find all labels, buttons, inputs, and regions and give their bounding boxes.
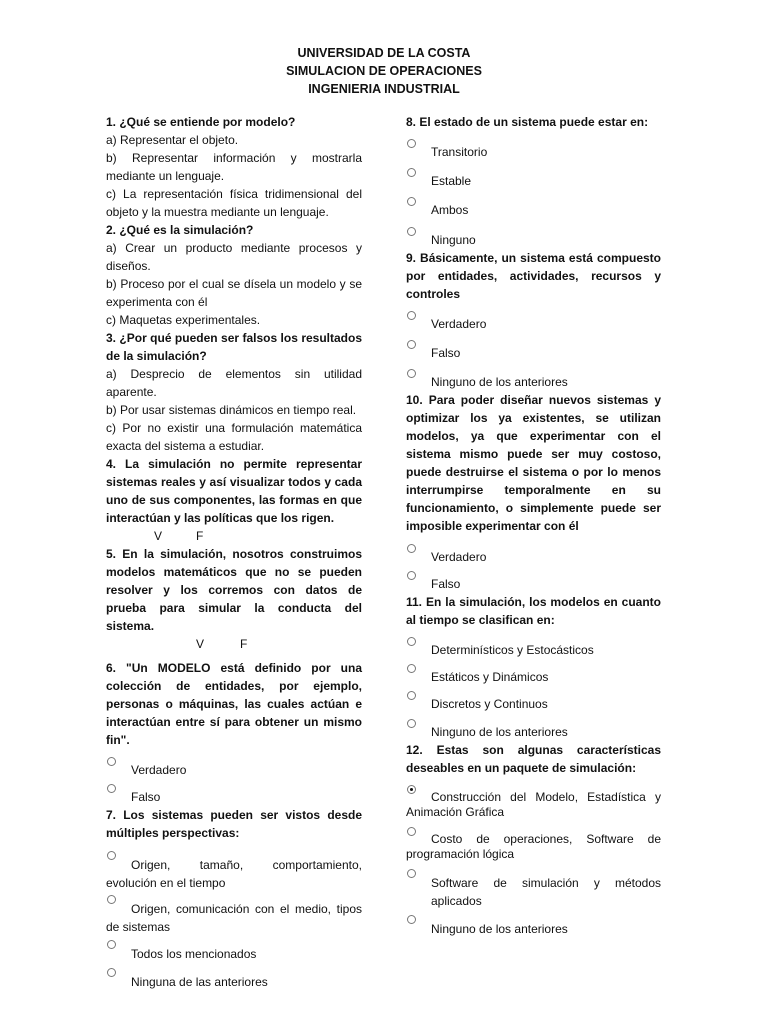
answer-3a: a) Desprecio de elementos sin utilidad aparente. <box>106 367 362 399</box>
q7-option-4[interactable]: Ninguna de las anteriores <box>106 973 362 991</box>
answer-2a: a) Crear un producto mediante procesos y diseños. <box>106 241 362 273</box>
q11-option-4[interactable]: Ninguno de los anteriores <box>406 723 661 741</box>
question-7: 7. Los sistemas pueden ser vistos desde múltiples perspectivas: <box>106 808 362 840</box>
question-6: 6. "Un MODELO está definido por una colección de entidades, por ejemplo, personas o máquinas, las cuales actúan e interactúan entre sí para obtener un mismo fin". <box>106 661 362 747</box>
answer-3b: b) Por usar sistemas dinámicos en tiempo real. <box>106 403 357 417</box>
question-4: 4. La simulación no permite representar sistemas reales y así visualizar todos y cada uno de sus componentes, las formas en que interactúan y las políticas que los rigen. <box>106 457 362 525</box>
true-option-5[interactable]: V <box>196 637 205 651</box>
left-column <box>106 113 362 991</box>
q6-option-falso[interactable]: Falso <box>106 788 362 806</box>
answer-1a: a) Representar el objeto. <box>106 133 239 147</box>
question-2: 2. ¿Qué es la simulación? <box>106 223 254 237</box>
q7-option-1[interactable]: Origen, tamaño, comportamiento, evolución en el tiempo <box>106 856 362 892</box>
radio-button[interactable] <box>407 719 416 728</box>
answer-1c: c) La representación física tridimensional del objeto y la muestra mediante un lenguaje. <box>106 187 362 219</box>
question-1: 1. ¿Qué se entiende por modelo? <box>106 115 296 129</box>
question-11: 11. En la simulación, los modelos en cuanto al tiempo se clasifican en: <box>406 595 661 627</box>
course-title: SIMULACION DE OPERACIONES <box>286 64 482 78</box>
true-option-4[interactable]: V <box>154 529 163 543</box>
radio-button-checked[interactable] <box>407 785 416 794</box>
radio-button[interactable] <box>407 637 416 646</box>
q8-option-4[interactable]: Ninguno <box>406 231 661 249</box>
radio-button[interactable] <box>407 664 416 673</box>
q7-option-2[interactable]: Origen, comunicación con el medio, tipos de sistemas <box>106 900 362 936</box>
radio-button[interactable] <box>407 915 416 924</box>
question-10: 10. Para poder diseñar nuevos sistemas y optimizar los ya existentes, se utilizan modelos, ya que experimentar con el sistema mismo puede ser muy costoso, puede destruirse el sistema o por lo menos interrumpirse temporalmente en su funcionamiento, o simplemente puede ser imposible experimentar con él <box>406 393 661 533</box>
question-12: 12. Estas son algunas características deseables en un paquete de simulación: <box>406 743 661 775</box>
q12-option-2[interactable]: Costo de operaciones, Software de programación lógica <box>406 832 661 862</box>
radio-button[interactable] <box>107 784 116 793</box>
question-9: 9. Básicamente, un sistema está compuesto por entidades, actividades, recursos y controles <box>406 251 661 301</box>
radio-button[interactable] <box>107 940 116 949</box>
radio-button[interactable] <box>407 227 416 236</box>
q12-option-1-selected[interactable]: Construcción del Modelo, Estadística y Animación Gráfica <box>406 790 661 820</box>
radio-button[interactable] <box>407 340 416 349</box>
document-header <box>0 44 768 98</box>
q12-option-4[interactable]: Ninguno de los anteriores <box>406 920 661 938</box>
university-title: UNIVERSIDAD DE LA COSTA <box>297 46 471 60</box>
answer-2c: c) Maquetas experimentales. <box>106 313 261 327</box>
radio-button[interactable] <box>407 544 416 553</box>
q9-option-2[interactable]: Falso <box>406 344 661 362</box>
q11-option-1[interactable]: Determinísticos y Estocásticos <box>406 641 661 659</box>
answer-1b: b) Representar información y mostrarla mediante un lenguaje. <box>106 151 362 183</box>
q7-option-3[interactable]: Todos los mencionados <box>106 945 362 963</box>
question-3: 3. ¿Por qué pueden ser falsos los resultados de la simulación? <box>106 331 362 363</box>
question-5: 5. En la simulación, nosotros construimos modelos matemáticos que no se pueden resolver y los corremos con datos de prueba para simular la conducta del sistema. <box>106 547 362 633</box>
true-false-5 <box>106 635 362 653</box>
q10-option-1[interactable]: Verdadero <box>406 548 661 566</box>
radio-button[interactable] <box>407 691 416 700</box>
right-column <box>406 113 661 938</box>
q9-option-1[interactable]: Verdadero <box>406 315 661 333</box>
true-false-4 <box>106 527 362 545</box>
radio-button[interactable] <box>407 571 416 580</box>
radio-button[interactable] <box>407 139 416 148</box>
q8-option-2[interactable]: Estable <box>406 172 661 190</box>
radio-button[interactable] <box>407 369 416 378</box>
radio-button[interactable] <box>107 968 116 977</box>
radio-button[interactable] <box>107 895 116 904</box>
q8-option-3[interactable]: Ambos <box>406 201 661 219</box>
false-option-5[interactable]: F <box>240 637 248 651</box>
radio-button[interactable] <box>407 311 416 320</box>
radio-button[interactable] <box>407 827 416 836</box>
q10-option-2[interactable]: Falso <box>406 575 661 593</box>
q8-option-1[interactable]: Transitorio <box>406 143 661 161</box>
radio-button[interactable] <box>107 851 116 860</box>
answer-3c: c) Por no existir una formulación matemática exacta del sistema a estudiar. <box>106 421 362 453</box>
program-title: INGENIERIA INDUSTRIAL <box>308 82 460 96</box>
q9-option-3[interactable]: Ninguno de los anteriores <box>406 373 661 391</box>
q11-option-2[interactable]: Estáticos y Dinámicos <box>406 668 661 686</box>
question-8: 8. El estado de un sistema puede estar en: <box>406 115 649 129</box>
radio-button[interactable] <box>407 869 416 878</box>
radio-button[interactable] <box>407 197 416 206</box>
q11-option-3[interactable]: Discretos y Continuos <box>406 695 661 713</box>
q12-option-3[interactable]: Software de simulación y métodos aplicados <box>406 874 661 910</box>
radio-button[interactable] <box>107 757 116 766</box>
q6-option-verdadero[interactable]: Verdadero <box>106 761 362 779</box>
false-option-4[interactable]: F <box>196 529 204 543</box>
answer-2b: b) Proceso por el cual se dísela un modelo y se experimenta con él <box>106 277 362 309</box>
radio-button[interactable] <box>407 168 416 177</box>
